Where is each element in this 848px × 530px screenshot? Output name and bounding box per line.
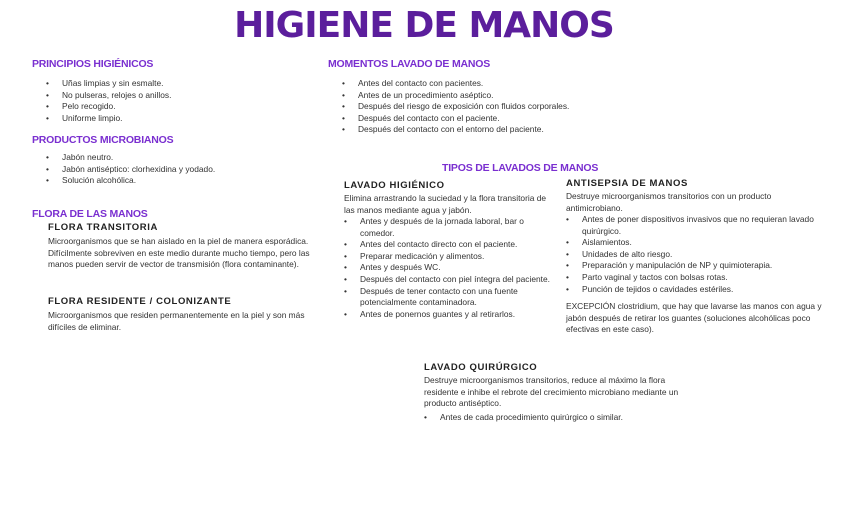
list-item: • Uniforme limpio. [44, 113, 304, 125]
productos-list [44, 152, 304, 187]
list-item: • Después del contacto con el entorno del paciente. [340, 124, 660, 136]
list-item: • Preparación y manipulación de NP y quimioterapia. [564, 260, 820, 272]
higienico-heading: LAVADO HIGIÉNICO [344, 180, 445, 191]
list-item: • Antes del contacto con pacientes. [340, 78, 660, 90]
list-item: • Antes del contacto directo con el paciente. [342, 239, 558, 251]
quirurgico-heading: LAVADO QUIRÚRGICO [424, 362, 538, 373]
list-item: • Parto vaginal y tactos con bolsas rotas. [564, 272, 820, 284]
flora-transitoria-heading: FLORA TRANSITORIA [48, 222, 158, 233]
list-item: • Pelo recogido. [44, 101, 304, 113]
higienico-list [342, 216, 558, 320]
flora-title: FLORA DE LAS MANOS [32, 208, 148, 220]
flora-transitoria-text: Microorganismos que se han aislado en la piel de manera esporádica. Difícilmente sobreviven en este medio durante mucho tiempo, pero las manos pueden servir de vector de transmisión (flora contaminante). [48, 236, 310, 270]
list-item: • Uñas limpias y sin esmalte. [44, 78, 304, 90]
list-item: • Jabón antiséptico: clorhexidina y yodado. [44, 164, 304, 176]
list-item: • Después del riesgo de exposición con fluidos corporales. [340, 101, 660, 113]
list-item: • Jabón neutro. [44, 152, 304, 164]
list-item: • Punción de tejidos o cavidades estériles. [564, 284, 820, 296]
list-item: • Aislamientos. [564, 237, 820, 249]
antisepsia-note: EXCEPCIÓN clostridium, que hay que lavarse las manos con agua y jabón después de retirar los guantes (soluciones alcohólicas poco efectivas en este caso). [566, 301, 822, 335]
principios-title: PRINCIPIOS HIGIÉNICOS [32, 58, 154, 70]
antisepsia-text: Destruye microorganismos transitorios con un producto antimicrobiano. [566, 191, 772, 213]
list-item: • Antes de un procedimiento aséptico. [340, 90, 660, 102]
list-item: • No pulseras, relojes o anillos. [44, 90, 304, 102]
list-item: • Después del contacto con piel íntegra del paciente. [342, 274, 558, 286]
list-item: • Antes y después WC. [342, 262, 558, 274]
flora-residente-text: Microorganismos que residen permanentemente en la piel y son más difíciles de eliminar. [48, 310, 305, 332]
list-item: • Antes de poner dispositivos invasivos que no requieran lavado quirúrgico. [564, 214, 820, 237]
list-item: • Antes de cada procedimiento quirúrgico o similar. [422, 412, 702, 424]
list-item: • Después de tener contacto con una fuente potencialmente contaminadora. [342, 286, 558, 309]
list-item: • Antes de ponernos guantes y al retirarlos. [342, 309, 558, 321]
higienico-text: Elimina arrastrando la suciedad y la flora transitoria de las manos mediante agua y jabón. [344, 193, 547, 215]
flora-residente-heading: FLORA RESIDENTE / COLONIZANTE [48, 296, 232, 307]
antisepsia-heading: ANTISEPSIA DE MANOS [566, 178, 688, 189]
tipos-title: TIPOS DE LAVADOS DE MANOS [442, 162, 599, 174]
list-item: • Unidades de alto riesgo. [564, 249, 820, 261]
list-item: • Antes y después de la jornada laboral, bar o comedor. [342, 216, 558, 239]
list-item: • Solución alcohólica. [44, 175, 304, 187]
momentos-list [340, 78, 660, 136]
antisepsia-list [564, 214, 820, 295]
list-item: • Preparar medicación y alimentos. [342, 251, 558, 263]
principios-list [44, 78, 304, 124]
quirurgico-list [422, 412, 702, 424]
quirurgico-text: Destruye microorganismos transitorios, reduce al máximo la flora residente e inhibe el rebrote del crecimiento microbiano mediante un producto antiséptico. [424, 375, 679, 409]
list-item: • Después del contacto con el paciente. [340, 113, 660, 125]
momentos-title: MOMENTOS LAVADO DE MANOS [328, 58, 491, 70]
page-title: HIGIENE DE MANOS [234, 5, 614, 46]
productos-title: PRODUCTOS MICROBIANOS [32, 134, 174, 146]
